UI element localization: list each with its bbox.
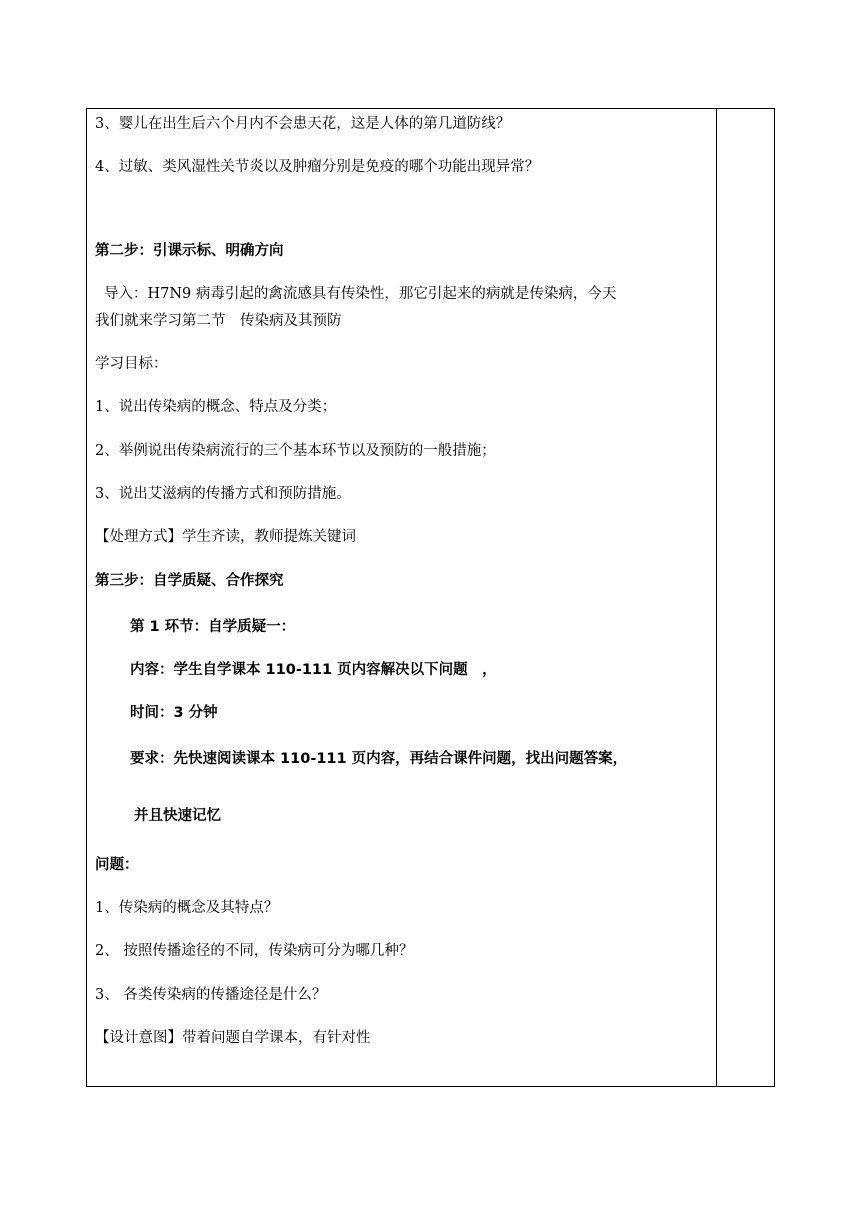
method-note: 【处理方式】学生齐读，教师提炼关键词 <box>95 529 356 545</box>
step3-heading: 第三步：自学质疑、合作探究 <box>95 573 284 589</box>
requirement-line-2: 并且快速记忆 <box>134 808 221 824</box>
question-2: 2、 按照传播途径的不同，传染病可分为哪几种？ <box>95 943 414 959</box>
section1-heading: 第 1 环节：自学质疑一： <box>130 619 296 635</box>
question-1: 1、传染病的概念及其特点？ <box>95 900 279 916</box>
requirement-line-1: 要求：先快速阅读课本 110-111 页内容，再结合课件问题，找出问题答案， <box>130 751 628 767</box>
question-3: 3、 各类传染病的传播途径是什么？ <box>95 987 327 1003</box>
goal-2: 2、举例说出传染病流行的三个基本环节以及预防的一般措施； <box>95 443 496 459</box>
content-line: 内容：学生自学课本 110-111 页内容解决以下问题 ， <box>130 662 497 678</box>
intro-line-2: 我们就来学习第二节 传染病及其预防 <box>95 313 342 329</box>
time-line: 时间：3 分钟 <box>130 705 218 721</box>
step2-heading: 第二步：引课示标、明确方向 <box>95 243 284 259</box>
questions-heading: 问题： <box>95 857 139 873</box>
review-question-4: 4、过敏、类风湿性关节炎以及肿瘤分别是免疫的哪个功能出现异常？ <box>95 159 540 175</box>
goal-1: 1、说出传染病的概念、特点及分类； <box>95 399 337 415</box>
column-divider <box>716 108 717 1087</box>
goals-heading: 学习目标： <box>95 356 168 372</box>
goal-3: 3、说出艾滋病的传播方式和预防措施。 <box>95 486 351 502</box>
review-question-3: 3、婴儿在出生后六个月内不会患天花，这是人体的第几道防线？ <box>95 116 511 132</box>
design-note: 【设计意图】带着问题自学课本，有针对性 <box>95 1030 371 1046</box>
intro-line-1: 导入：H7N9 病毒引起的禽流感具有传染性，那它引起来的病就是传染病，今天 <box>104 286 617 302</box>
